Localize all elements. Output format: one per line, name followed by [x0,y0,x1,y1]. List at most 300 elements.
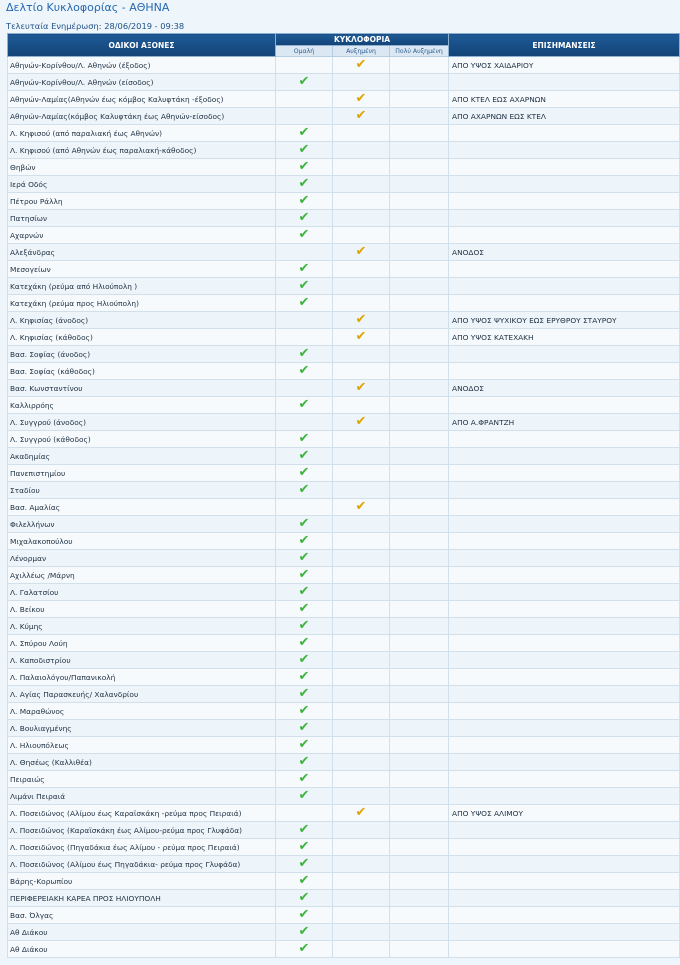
status-cell-very-increased [390,686,449,703]
check-green-icon: ✔ [298,516,310,531]
status-cell-very-increased [390,754,449,771]
status-cell-normal [276,91,333,108]
road-note [449,465,680,482]
table-row [8,652,680,669]
status-cell-normal [276,363,333,380]
road-note [449,907,680,924]
status-cell-very-increased [390,482,449,499]
table-row [8,431,680,448]
road-name: Μεσογείων [8,261,276,278]
table-row [8,907,680,924]
status-cell-very-increased [390,227,449,244]
table-row [8,448,680,465]
page-title: Δελτίο Κυκλοφορίας - ΑΘΗΝΑ [6,1,170,14]
status-cell-very-increased [390,601,449,618]
status-cell-increased [333,618,390,635]
status-cell-increased [333,159,390,176]
table-row [8,397,680,414]
status-cell-normal [276,465,333,482]
status-cell-normal [276,839,333,856]
road-note [449,295,680,312]
status-cell-very-increased [390,533,449,550]
status-cell-increased [333,414,390,431]
check-yellow-icon: ✔ [355,312,367,327]
status-cell-normal [276,329,333,346]
status-cell-very-increased [390,856,449,873]
traffic-rows [8,57,680,958]
road-name: Βασ. Σοφίας (κάθοδος) [8,363,276,380]
status-cell-very-increased [390,397,449,414]
status-cell-increased [333,125,390,142]
status-cell-increased [333,380,390,397]
status-cell-increased [333,924,390,941]
status-cell-increased [333,295,390,312]
road-name: Βασ. Σοφίας (άνοδος) [8,346,276,363]
status-cell-normal [276,176,333,193]
table-row [8,414,680,431]
road-name: Βασ. Κωνσταντίνου [8,380,276,397]
status-cell-increased [333,448,390,465]
status-cell-very-increased [390,74,449,91]
road-note [449,74,680,91]
check-green-icon: ✔ [298,669,310,684]
status-cell-very-increased [390,465,449,482]
road-name: Λ. Γαλατσίου [8,584,276,601]
road-name: Λ. Σπύρου Λούη [8,635,276,652]
status-cell-very-increased [390,108,449,125]
status-cell-normal [276,516,333,533]
status-cell-normal [276,771,333,788]
table-row [8,805,680,822]
road-name: Αθηνών-Κορίνθου/Λ. Αθηνών (έξοδος) [8,57,276,74]
road-note [449,839,680,856]
status-cell-very-increased [390,91,449,108]
status-cell-normal [276,346,333,363]
status-cell-increased [333,737,390,754]
road-name: Λ. Συγγρού (κάθοδος) [8,431,276,448]
header-axes: ΟΔΙΚΟΙ ΑΞΟΝΕΣ [8,34,276,57]
status-cell-normal [276,635,333,652]
status-cell-very-increased [390,890,449,907]
check-green-icon: ✔ [298,346,310,361]
road-name: Πατησίων [8,210,276,227]
check-yellow-icon: ✔ [355,91,367,106]
check-green-icon: ✔ [298,227,310,242]
status-cell-very-increased [390,380,449,397]
check-green-icon: ✔ [298,822,310,837]
status-cell-very-increased [390,839,449,856]
road-note [449,686,680,703]
road-note [449,754,680,771]
last-updated: Τελευταία Ενημέρωση: 28/06/2019 - 09:38 [6,21,185,31]
table-row [8,601,680,618]
status-cell-increased [333,142,390,159]
status-cell-increased [333,686,390,703]
status-cell-normal [276,669,333,686]
status-cell-very-increased [390,941,449,958]
table-row [8,788,680,805]
check-green-icon: ✔ [298,839,310,854]
status-cell-very-increased [390,346,449,363]
road-note: ΑΠΟ ΥΨΟΣ ΨΥΧΙΚΟΥ ΕΩΣ ΕΡΥΘΡΟΥ ΣΤΑΥΡΟΥ [449,312,680,329]
table-row [8,57,680,74]
road-note [449,635,680,652]
status-cell-increased [333,278,390,295]
status-cell-very-increased [390,550,449,567]
road-name: Αχιλλέως /Μάρνη [8,567,276,584]
status-cell-increased [333,499,390,516]
road-name: Σταδίου [8,482,276,499]
road-note: ΑΠΟ ΥΨΟΣ ΑΛΙΜΟΥ [449,805,680,822]
check-green-icon: ✔ [298,278,310,293]
status-cell-normal [276,380,333,397]
table-row [8,261,680,278]
status-cell-normal [276,125,333,142]
status-cell-very-increased [390,788,449,805]
table-row [8,550,680,567]
check-green-icon: ✔ [298,601,310,616]
status-cell-very-increased [390,584,449,601]
status-cell-very-increased [390,295,449,312]
road-name: Λ. Ηλιουπόλεως [8,737,276,754]
road-name: Λ. Ποσειδώνος (Καραϊσκάκη έως Αλίμου-ρεύμα προς Γλυφάδα) [8,822,276,839]
road-name: Πέτρου Ράλλη [8,193,276,210]
check-yellow-icon: ✔ [355,499,367,514]
header-notes: ΕΠΙΣΗΜΑΝΣΕΙΣ [449,34,680,57]
status-cell-normal [276,159,333,176]
road-note [449,125,680,142]
road-name: Αθ Διάκου [8,924,276,941]
status-cell-increased [333,482,390,499]
check-yellow-icon: ✔ [355,57,367,72]
table-row [8,91,680,108]
status-cell-increased [333,669,390,686]
table-row [8,176,680,193]
table-row [8,703,680,720]
status-cell-very-increased [390,635,449,652]
status-cell-very-increased [390,924,449,941]
road-note [449,618,680,635]
road-note: ΑΝΟΔΟΣ [449,380,680,397]
status-cell-increased [333,244,390,261]
table-row [8,839,680,856]
road-name: Φιλελλήνων [8,516,276,533]
road-name: Ιερά Οδός [8,176,276,193]
table-row [8,125,680,142]
status-cell-normal [276,312,333,329]
header-normal: Ομαλή [276,46,333,57]
road-name: Λ. Κηφισού (από παραλιακή έως Αθηνών) [8,125,276,142]
status-cell-very-increased [390,567,449,584]
status-cell-increased [333,907,390,924]
road-note [449,397,680,414]
check-green-icon: ✔ [298,448,310,463]
status-cell-normal [276,193,333,210]
status-cell-increased [333,465,390,482]
table-row [8,108,680,125]
traffic-table [7,33,680,958]
road-note: ΑΠΟ ΑΧΑΡΝΩΝ ΕΩΣ ΚΤΕΛ [449,108,680,125]
road-note [449,142,680,159]
status-cell-normal [276,822,333,839]
road-note [449,482,680,499]
status-cell-normal [276,618,333,635]
status-cell-increased [333,652,390,669]
status-cell-normal [276,533,333,550]
status-cell-normal [276,567,333,584]
status-cell-normal [276,142,333,159]
road-name: Μιχαλακοπούλου [8,533,276,550]
status-cell-increased [333,74,390,91]
table-row [8,669,680,686]
status-cell-normal [276,550,333,567]
check-green-icon: ✔ [298,771,310,786]
check-green-icon: ✔ [298,397,310,412]
status-cell-normal [276,652,333,669]
road-note [449,788,680,805]
table-row [8,210,680,227]
status-cell-normal [276,941,333,958]
table-row [8,346,680,363]
status-cell-very-increased [390,873,449,890]
status-cell-increased [333,941,390,958]
road-name: Ακαδημίας [8,448,276,465]
road-name: Λ. Παλαιολόγου/Παπανικολή [8,669,276,686]
status-cell-increased [333,788,390,805]
check-yellow-icon: ✔ [355,380,367,395]
road-note [449,873,680,890]
header-very-increased: Πολύ Αυξημένη [390,46,449,57]
road-note: ΑΝΟΔΟΣ [449,244,680,261]
road-name: Λ. Συγγρού (άνοδος) [8,414,276,431]
status-cell-very-increased [390,431,449,448]
table-row [8,227,680,244]
status-cell-increased [333,601,390,618]
road-note [449,346,680,363]
status-cell-normal [276,737,333,754]
status-cell-increased [333,227,390,244]
status-cell-normal [276,431,333,448]
status-cell-normal [276,261,333,278]
road-name: Λ. Βείκου [8,601,276,618]
check-green-icon: ✔ [298,193,310,208]
status-cell-normal [276,108,333,125]
status-cell-very-increased [390,125,449,142]
road-note [449,516,680,533]
status-cell-normal [276,924,333,941]
table-row [8,516,680,533]
check-green-icon: ✔ [298,431,310,446]
check-green-icon: ✔ [298,788,310,803]
road-note [449,227,680,244]
road-note: ΑΠΟ ΥΨΟΣ ΧΑΙΔΑΡΙΟΥ [449,57,680,74]
table-row [8,567,680,584]
table-row [8,720,680,737]
status-cell-normal [276,414,333,431]
table-row [8,686,680,703]
status-cell-very-increased [390,278,449,295]
status-cell-increased [333,193,390,210]
header-increased: Αυξημένη [333,46,390,57]
status-cell-normal [276,210,333,227]
status-cell-increased [333,635,390,652]
status-cell-increased [333,176,390,193]
check-green-icon: ✔ [298,210,310,225]
status-cell-very-increased [390,210,449,227]
road-name: Λ. Καποδιστρίου [8,652,276,669]
status-cell-very-increased [390,822,449,839]
table-row [8,873,680,890]
status-cell-increased [333,720,390,737]
table-row [8,380,680,397]
status-cell-increased [333,567,390,584]
table-row [8,822,680,839]
status-cell-very-increased [390,703,449,720]
status-cell-normal [276,227,333,244]
road-name: Λ. Μαραθώνος [8,703,276,720]
table-row [8,482,680,499]
road-name: Πανεπιστημίου [8,465,276,482]
status-cell-increased [333,329,390,346]
table-row [8,74,680,91]
status-cell-increased [333,516,390,533]
road-name: Αθηνών-Λαμίας(κόμβος Καλυφτάκη έως Αθηνών-είσοδος) [8,108,276,125]
table-row [8,533,680,550]
status-cell-very-increased [390,448,449,465]
road-note [449,669,680,686]
table-row [8,754,680,771]
road-name: Βασ. Όλγας [8,907,276,924]
road-name: Βάρης-Κορωπίου [8,873,276,890]
road-name: Λ. Ποσειδώνος (Πηγαδάκια έως Αλίμου - ρεύμα προς Πειραιά) [8,839,276,856]
status-cell-normal [276,856,333,873]
status-cell-very-increased [390,737,449,754]
status-cell-increased [333,210,390,227]
check-green-icon: ✔ [298,941,310,956]
status-cell-increased [333,873,390,890]
check-green-icon: ✔ [298,907,310,922]
table-row [8,856,680,873]
road-name: Αθηνών-Λαμίας(Αθηνών έως κόμβος Καλυφτάκη -έξοδος) [8,91,276,108]
status-cell-very-increased [390,193,449,210]
status-cell-very-increased [390,414,449,431]
table-row [8,584,680,601]
status-cell-normal [276,584,333,601]
check-green-icon: ✔ [298,703,310,718]
status-cell-very-increased [390,159,449,176]
check-yellow-icon: ✔ [355,805,367,820]
check-green-icon: ✔ [298,737,310,752]
road-name: Λ. Κηφισίας (κάθοδος) [8,329,276,346]
status-cell-normal [276,397,333,414]
road-note [449,431,680,448]
road-note [449,176,680,193]
road-note [449,720,680,737]
status-cell-normal [276,448,333,465]
road-note [449,737,680,754]
check-green-icon: ✔ [298,465,310,480]
table-row [8,244,680,261]
status-cell-normal [276,499,333,516]
table-row [8,635,680,652]
status-cell-increased [333,108,390,125]
road-note [449,771,680,788]
status-cell-increased [333,397,390,414]
table-row [8,890,680,907]
status-cell-normal [276,907,333,924]
status-cell-increased [333,346,390,363]
table-row [8,329,680,346]
check-green-icon: ✔ [298,873,310,888]
table-row [8,941,680,958]
road-note [449,278,680,295]
table-row [8,363,680,380]
road-name: Λ. Κηφισού (από Αθηνών έως παραλιακή-κάθοδος) [8,142,276,159]
status-cell-very-increased [390,244,449,261]
check-green-icon: ✔ [298,363,310,378]
check-green-icon: ✔ [298,159,310,174]
status-cell-very-increased [390,652,449,669]
status-cell-normal [276,482,333,499]
road-note [449,567,680,584]
check-green-icon: ✔ [298,686,310,701]
table-row [8,465,680,482]
road-note [449,856,680,873]
status-cell-very-increased [390,312,449,329]
status-cell-increased [333,822,390,839]
status-cell-increased [333,839,390,856]
check-green-icon: ✔ [298,142,310,157]
status-cell-normal [276,295,333,312]
road-name: Κατεχάκη (ρεύμα προς Ηλιούπολη) [8,295,276,312]
check-green-icon: ✔ [298,890,310,905]
status-cell-very-increased [390,261,449,278]
road-note [449,363,680,380]
status-cell-normal [276,890,333,907]
road-note [449,890,680,907]
road-note [449,159,680,176]
road-name: Αλεξάνδρας [8,244,276,261]
status-cell-increased [333,856,390,873]
check-green-icon: ✔ [298,652,310,667]
status-cell-increased [333,550,390,567]
status-cell-normal [276,873,333,890]
status-cell-normal [276,703,333,720]
status-cell-increased [333,890,390,907]
status-cell-normal [276,686,333,703]
check-green-icon: ✔ [298,533,310,548]
status-cell-increased [333,805,390,822]
status-cell-increased [333,91,390,108]
status-cell-normal [276,278,333,295]
road-name: Λ. Κύμης [8,618,276,635]
status-cell-very-increased [390,771,449,788]
check-green-icon: ✔ [298,295,310,310]
check-green-icon: ✔ [298,754,310,769]
status-cell-increased [333,363,390,380]
road-note [449,193,680,210]
status-cell-increased [333,57,390,74]
status-cell-increased [333,703,390,720]
road-note [449,941,680,958]
check-green-icon: ✔ [298,635,310,650]
status-cell-very-increased [390,57,449,74]
table-row [8,618,680,635]
road-name: Λ. Αγίας Παρασκευής/ Χαλανδρίου [8,686,276,703]
status-cell-very-increased [390,516,449,533]
road-name: Λ. Βουλιαγμένης [8,720,276,737]
road-name: Αθ Διάκου [8,941,276,958]
